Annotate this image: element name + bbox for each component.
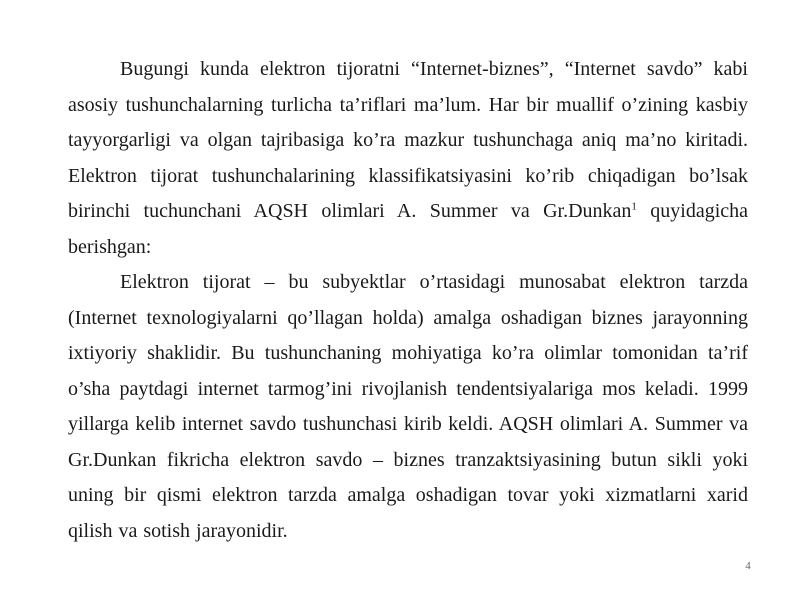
paragraph-1-text: Bugungi kunda elektron tijoratni “Internet-biznes”, “Internet savdo” kabi asosiy tushunchalarning turlicha ta’riflari ma’lum. Har bir muallif o’zining kasbiy tayyorgarligi va olgan tajribasiga ko’ra mazkur tushunchaga aniq ma’no kiritadi. Elektron tijorat tushunchalarining klassifikatsiyasini ko’rib chiqadigan bo’lsak birinchi tuchunchani AQSH olimlari A. Summer va Gr.Dunkan (68, 58, 748, 222)
paragraph-1 (68, 52, 748, 265)
page-number: 4 (745, 560, 751, 572)
paragraph-1-text-end: quyidagicha berishgan: (68, 200, 749, 258)
paragraph-2: Elektron tijorat – bu subyektlar o’rtasidagi munosabat elektron tarzda (Internet texnologiyalarni qo’llagan holda) amalga oshadigan biznes jarayonning ixtiyoriy shaklidir. Bu tushunchaning mohiyatiga ko’ra olimlar tomonidan ta’rif o’sha paytdagi internet tarmog’ini rivojlanish tendentsiyalariga mos keladi. 1999 yillarga kelib internet savdo tushunchasi kirib keldi. AQSH olimlari A. Summer va Gr.Dunkan fikricha elektron savdo – biznes tranzaktsiyasining butun sikli yoki uning bir qismi elektron tarzda amalga oshadigan tovar yoki xizmatlarni xarid qilish va sotish jarayonidir. (68, 271, 748, 542)
footnote-marker[interactable]: 1 (631, 200, 637, 213)
body-text (68, 52, 748, 549)
